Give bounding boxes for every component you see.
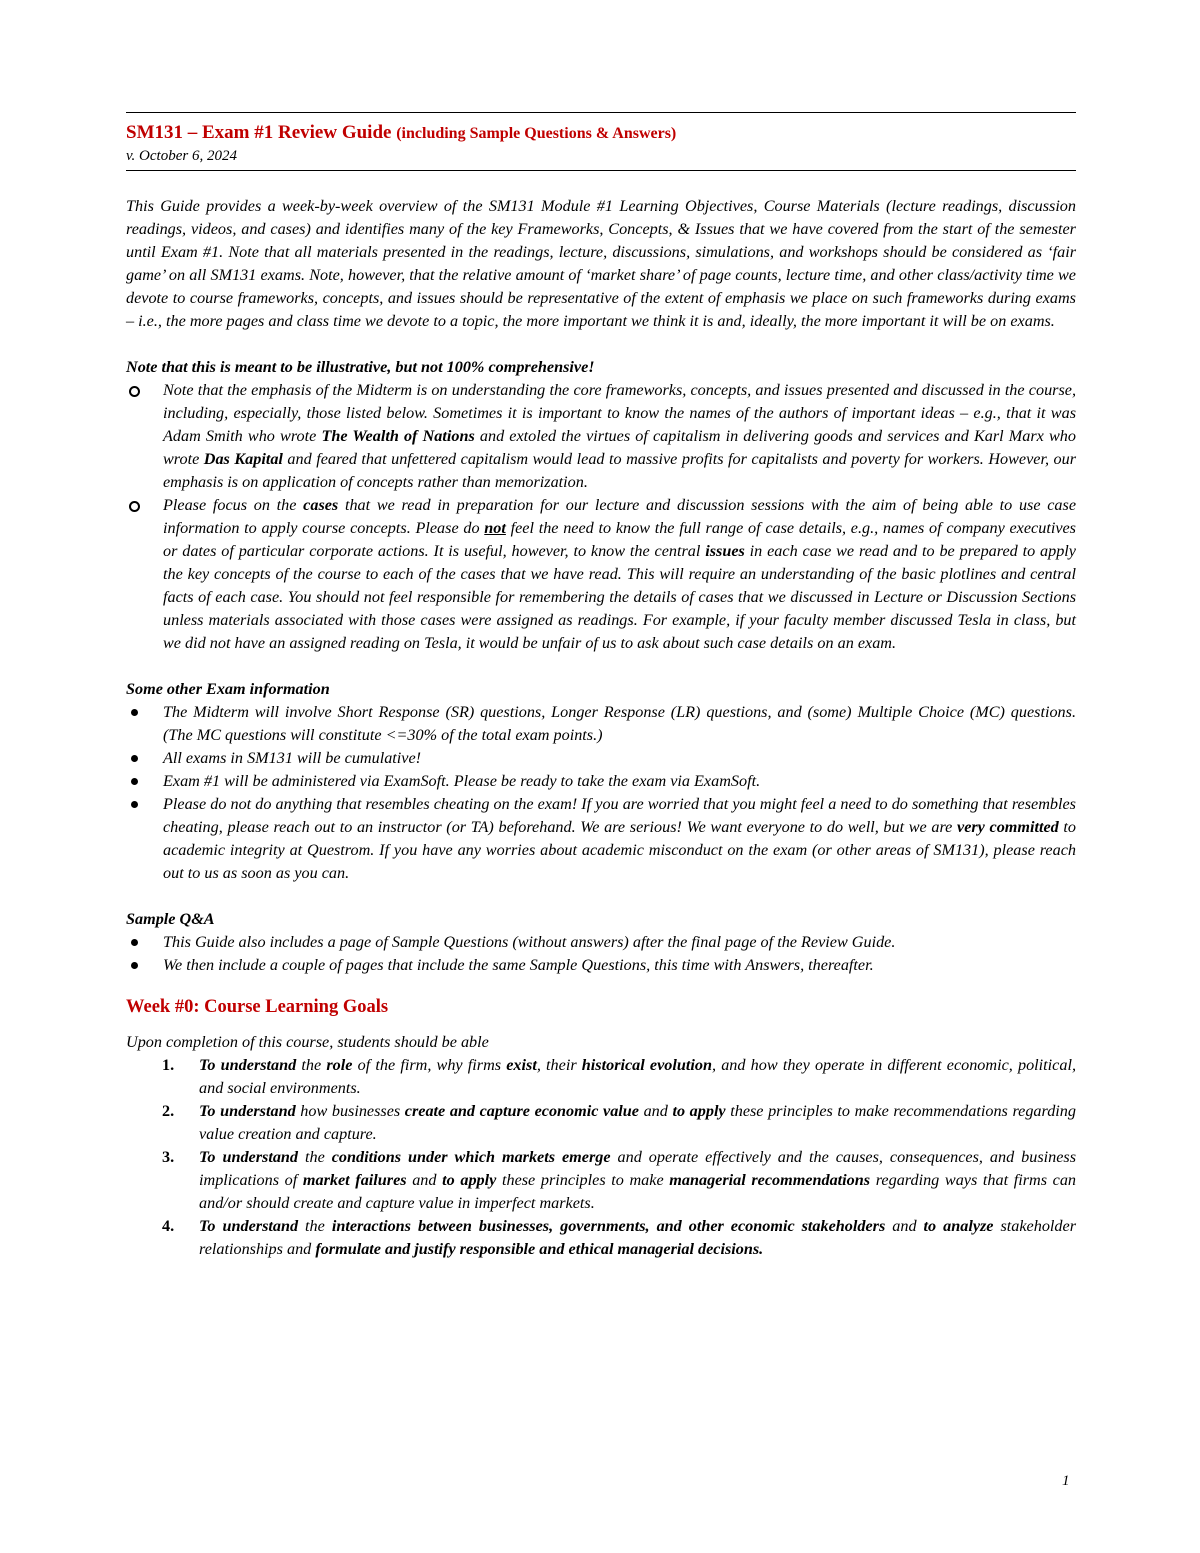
goal-number: 4. — [162, 1217, 175, 1235]
list-item: The Midterm will involve Short Response (SR) questions, Longer Response (LR) questions, and (some) Multiple Choice (MC) questions. (The MC questions will constitute <=30% of the total exam points.) — [126, 701, 1076, 747]
list-item: Note that the emphasis of the Midterm is on understanding the core frameworks, concepts, and issues presented and discussed in the course, including, especially, those listed below. Sometimes it is important to know the names of the authors of important ideas – e.g., that it was Adam Smith who wrote The Wealth of Nations and extoled the virtues of capitalism in delivering goods and services and Karl Marx who wrote Das Kapital and feared that unfettered capitalism would lead to massive profits for capitalists and poverty for workers. However, our emphasis is on application of concepts rather than memorization. — [126, 379, 1076, 494]
bullet-icon — [131, 778, 138, 785]
exam-info-heading: Some other Exam information — [126, 680, 330, 698]
list-item: 4. To understand the interactions between businesses, governments, and other economic stakeholders and to analyze stakeholder relationships and formulate and justify responsible and ethical managerial decisions. — [162, 1217, 1076, 1258]
goal-number: 3. — [162, 1148, 175, 1166]
list-item: Please do not do anything that resembles cheating on the exam! If you are worried that you might feel a need to do something that resembles cheating, please reach out to an instructor (or TA) beforehand. We are serious! We want everyone to do well, but we are very committed to academic integrity at Questrom. If you have any worries about academic misconduct on the exam (or other areas of SM131), please reach out to us as soon as you can. — [126, 793, 1076, 885]
bullet-icon — [131, 709, 138, 716]
list-item: All exams in SM131 will be cumulative! — [126, 747, 1076, 770]
goal-number: 2. — [162, 1102, 175, 1120]
sample-qa-heading: Sample Q&A — [126, 910, 215, 928]
bullet-icon — [131, 939, 138, 946]
week-0-intro: Upon completion of this course, students should be able — [126, 1033, 489, 1051]
sample-qa-list — [126, 931, 1076, 977]
title-subtitle: (including Sample Questions & Answers) — [396, 125, 677, 142]
circle-bullet-icon — [129, 501, 140, 512]
list-item: Exam #1 will be administered via ExamSoft. Please be ready to take the exam via ExamSoft. — [126, 770, 1076, 793]
note-list — [126, 379, 1076, 655]
goal-number: 1. — [162, 1056, 175, 1074]
bullet-icon — [131, 801, 138, 808]
version-date: v. October 6, 2024 — [126, 148, 237, 164]
bullet-icon — [131, 962, 138, 969]
top-rule — [126, 112, 1076, 113]
learning-goals-list — [126, 1054, 1076, 1261]
bullet-icon — [131, 755, 138, 762]
list-item: This Guide also includes a page of Sample Questions (without answers) after the final page of the Review Guide. — [126, 931, 1076, 954]
list-item: We then include a couple of pages that include the same Sample Questions, this time with Answers, thereafter. — [126, 954, 1076, 977]
list-item: 3. To understand the conditions under which markets emerge and operate effectively and the causes, consequences, and business implications of market failures and to apply these principles to make managerial recommendations regarding ways that firms can and/or should create and capture value in imperfect markets. — [162, 1148, 1077, 1212]
list-item: 2. To understand how businesses create and capture economic value and to apply these principles to make recommendations regarding value creation and capture. — [162, 1102, 1076, 1143]
note-heading: Note that this is meant to be illustrative, but not 100% comprehensive! — [126, 358, 595, 376]
circle-bullet-icon — [129, 386, 140, 397]
intro-paragraph: This Guide provides a week-by-week overview of the SM131 Module #1 Learning Objectives, Course Materials (lecture readings, discussion readings, videos, and cases) and identifies many of the key Frameworks, Concepts, & Issues that we have covered from the start of the semester until Exam #1. Note that all materials presented in the readings, lecture, discussions, simulations, and workshops should be considered as ‘fair game’ on all SM131 exams. Note, however, that the relative amount of ‘market share’ of page counts, lecture time, and other class/activity time we devote to course frameworks, concepts, and issues should be representative of the extent of emphasis we place on such frameworks during exams – i.e., the more pages and class time we devote to a topic, the more important we think it is and, ideally, the more important it will be on exams. — [126, 197, 1076, 330]
document-title — [126, 121, 1076, 146]
week-0-heading: Week #0: Course Learning Goals — [126, 997, 389, 1017]
page-number: 1 — [1062, 1473, 1070, 1489]
list-item: Please focus on the cases that we read in preparation for our lecture and discussion sessions with the aim of being able to use case information to apply course concepts. Please do not feel the need to know the full range of case details, e.g., names of company executives or dates of particular corporate actions. It is useful, however, to know the central issues in each case we read and to be prepared to apply the key concepts of the course to each of the cases that we have read. This will require an understanding of the basic plotlines and central facts of each case. You should not feel responsible for remembering the details of cases that we discussed in Lecture or Discussion Sections unless materials associated with those cases were assigned as readings. For example, if your faculty member discussed Tesla in class, but we did not have an assigned reading on Tesla, it would be unfair of us to ask about such case details on an exam. — [126, 494, 1076, 655]
title-main: SM131 – Exam #1 Review Guide — [126, 122, 392, 143]
exam-info-list — [126, 701, 1076, 885]
title-bottom-rule — [126, 170, 1076, 171]
document-page — [126, 112, 1076, 1261]
list-item: 1. To understand the role of the firm, why firms exist, their historical evolution, and how they operate in different economic, political, and social environments. — [162, 1056, 1076, 1097]
